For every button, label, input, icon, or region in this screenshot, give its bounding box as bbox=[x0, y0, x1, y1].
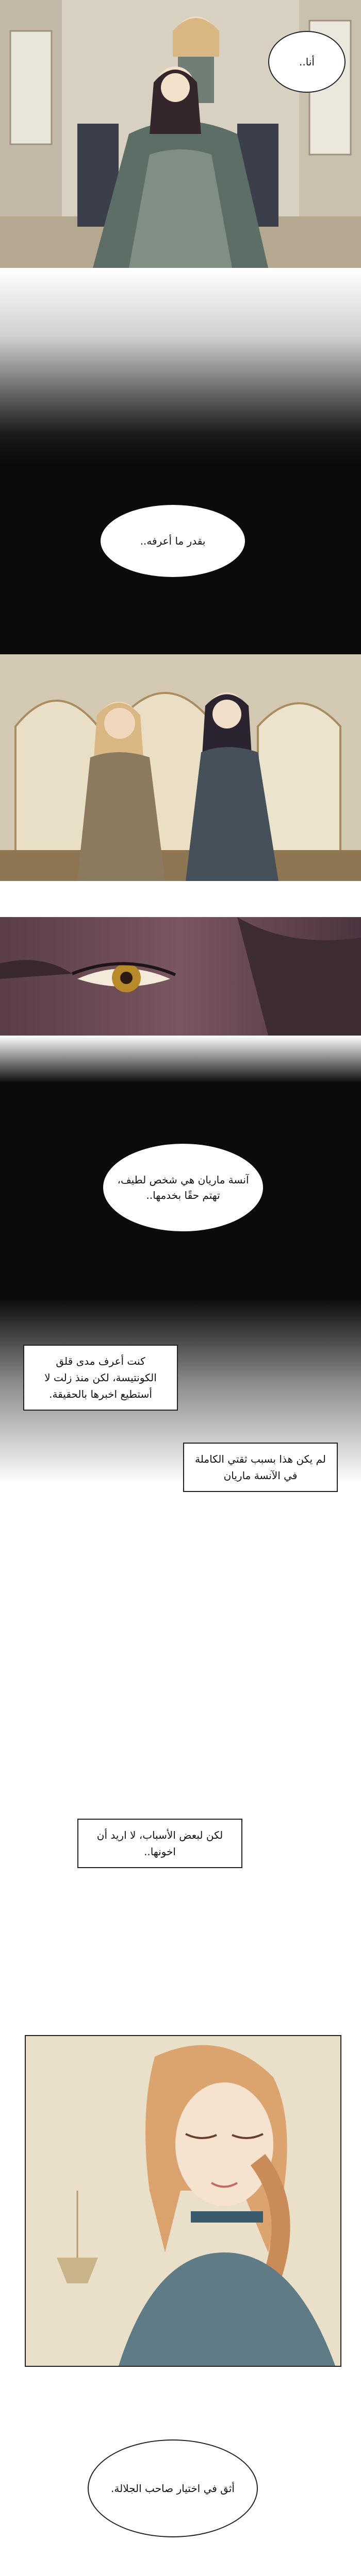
speech-bubble-trust bbox=[88, 2439, 258, 2537]
dark-strip-2 bbox=[0, 1082, 361, 1298]
speech-bubble-kind-text: آنسة ماريان هي شخص لطيف، تهتم حقًا بخدمها.. bbox=[117, 1174, 249, 1201]
gradient-transition bbox=[0, 268, 361, 464]
narration-box-1-text: كنت أعرف مدى قلق الكونتيسة، لكن منذ زلت لا أستطيع اخبرها بالحقيقة. bbox=[44, 1355, 157, 1400]
speech-bubble-me-text: أنا.. bbox=[299, 56, 315, 68]
speech-bubble-kind bbox=[103, 1144, 263, 1231]
narration-box-3 bbox=[77, 1819, 242, 1868]
speech-bubble-trust-text: أثق في اختيار صاحب الجلالة. bbox=[111, 2482, 235, 2495]
narration-box-2-text: لم يكن هذا بسبب ثقتي الكاملة في الآنسة ماريان bbox=[195, 1453, 326, 1482]
panel-blonde-closed-eyes-art bbox=[26, 2036, 340, 2366]
narration-box-1 bbox=[23, 1345, 178, 1411]
panel-eye-closeup bbox=[0, 917, 361, 1036]
panel-sitting-ladies bbox=[0, 0, 361, 268]
speech-bubble-me bbox=[268, 31, 346, 93]
gradient-transition-2 bbox=[0, 1036, 361, 1082]
narration-box-3-text: لكن لبعض الأسباب، لا اريد أن اخونها.. bbox=[96, 1829, 223, 1858]
panel-eye-closeup-art bbox=[0, 917, 361, 1036]
dark-strip-1 bbox=[0, 464, 361, 654]
speech-bubble-as-far-text: بقدر ما أعرفه.. bbox=[140, 535, 206, 547]
speech-bubble-as-far bbox=[101, 505, 245, 577]
narration-box-2 bbox=[183, 1443, 338, 1492]
panel-blonde-closed-eyes bbox=[25, 2035, 341, 2367]
panel-salon-art bbox=[0, 654, 361, 881]
panel-salon bbox=[0, 654, 361, 881]
